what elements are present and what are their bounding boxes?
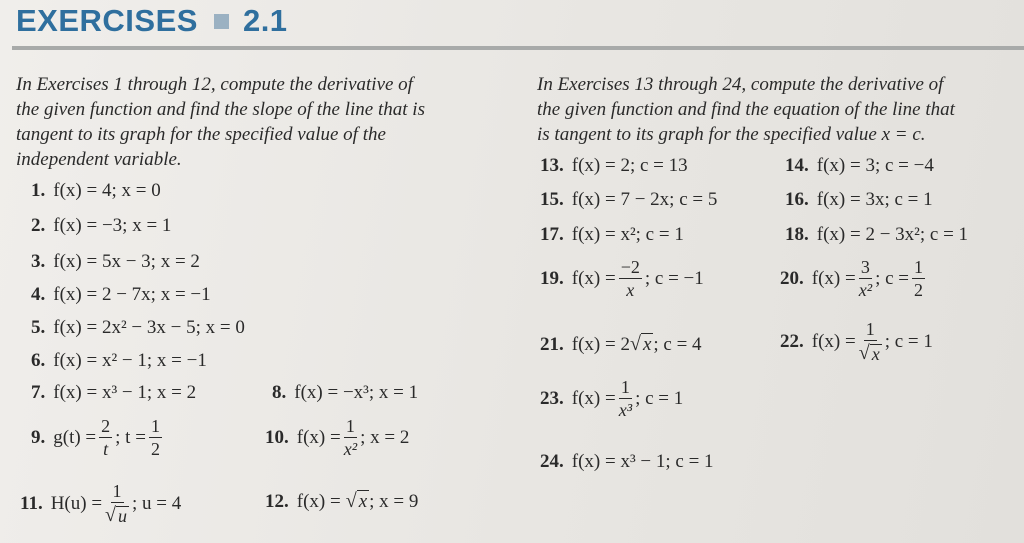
denominator: 2 <box>150 439 160 459</box>
exercise-13 <box>540 155 688 177</box>
exercise-text: f(x) = x² − 1; x = −1 <box>53 350 207 371</box>
exercise-17 <box>540 224 684 246</box>
exercise-10 <box>265 417 409 458</box>
exercise-text: f(x) = 4; x = 0 <box>53 180 161 201</box>
exercise-number: 16. <box>785 189 809 210</box>
instruction-line: is tangent to its graph for the specified value x = c. <box>537 124 926 145</box>
exercise-number: 19. <box>540 267 564 289</box>
section-number: 2.1 <box>242 3 288 38</box>
square-root <box>630 333 653 356</box>
header-rule <box>12 46 1024 50</box>
denominator: t <box>103 439 109 459</box>
square-root <box>346 490 369 513</box>
exercise-text: ; u = 4 <box>132 492 182 514</box>
exercise-1 <box>31 180 161 202</box>
exercise-24 <box>540 451 714 473</box>
radicand: x <box>642 334 652 355</box>
exercise-text: f(x) = 2x² − 3x − 5; x = 0 <box>53 317 245 338</box>
exercise-number: 10. <box>265 426 289 448</box>
exercise-15 <box>540 189 717 211</box>
exercise-number: 5. <box>31 317 46 338</box>
exercise-7 <box>31 382 196 404</box>
exercise-number: 20. <box>780 267 804 289</box>
exercise-text: f(x) = 5x − 3; x = 2 <box>53 251 200 272</box>
exercise-22 <box>780 320 933 363</box>
exercise-text: ; x = 2 <box>360 426 410 448</box>
exercise-number: 11. <box>20 492 43 514</box>
exercise-14 <box>785 155 934 177</box>
instruction-line: independent variable. <box>16 149 182 170</box>
instruction-line: tangent to its graph for the specified value of the <box>16 124 386 145</box>
denominator: x² <box>858 280 873 300</box>
exercise-text: f(x) = 2 <box>571 333 630 355</box>
denominator: x³ <box>618 400 633 420</box>
denominator: 2 <box>914 280 924 300</box>
exercise-number: 2. <box>31 215 46 236</box>
exercise-text: f(x) = <box>811 330 856 352</box>
exercise-text: f(x) = 2 − 7x; x = −1 <box>53 284 211 305</box>
denominator: x <box>626 280 635 300</box>
fraction <box>859 258 872 299</box>
exercise-number: 1. <box>31 180 46 201</box>
exercise-number: 3. <box>31 251 46 272</box>
exercise-20 <box>780 258 928 299</box>
exercise-text: ; c = 1 <box>884 330 933 352</box>
fraction <box>859 320 882 363</box>
exercise-19 <box>540 258 704 299</box>
fraction <box>99 417 112 458</box>
exercise-text: ; t = <box>115 426 146 448</box>
exercise-text: ; c = 4 <box>653 333 702 355</box>
exercise-text: f(x) = −3; x = 1 <box>53 215 172 236</box>
exercise-5 <box>31 317 245 339</box>
exercise-23 <box>540 378 683 419</box>
exercise-6 <box>31 350 207 372</box>
numerator: 1 <box>345 416 355 436</box>
exercise-text: f(x) = 3x; c = 1 <box>816 189 933 210</box>
exercise-text: f(x) = x³ − 1; x = 2 <box>53 382 197 403</box>
exercise-3 <box>31 251 200 273</box>
exercise-number: 15. <box>540 189 564 210</box>
exercise-text: ; c = <box>875 267 910 289</box>
radical-icon: √ <box>345 490 357 512</box>
sqrt-denominator <box>859 341 882 363</box>
left-instructions <box>16 72 425 172</box>
exercise-text: f(x) = <box>571 387 616 409</box>
instruction-line: the given function and find the slope of the line that is <box>16 99 425 120</box>
radical-icon: √ <box>629 333 641 355</box>
exercise-text: f(x) = <box>571 267 616 289</box>
numerator: 1 <box>914 257 924 277</box>
exercise-text: f(x) = 7 − 2x; c = 5 <box>571 189 718 210</box>
exercise-9 <box>31 417 165 458</box>
numerator: 2 <box>101 416 111 436</box>
denominator: x² <box>343 439 358 459</box>
instruction-line: the given function and find the equation of the line that <box>537 99 955 120</box>
exercise-number: 23. <box>540 387 564 409</box>
exercise-number: 14. <box>785 155 809 176</box>
exercise-21 <box>540 333 702 356</box>
exercise-text: f(x) = 2 − 3x²; c = 1 <box>816 224 969 245</box>
instruction-line: In Exercises 1 through 12, compute the derivative of <box>16 74 413 95</box>
exercise-text: ; c = −1 <box>644 267 704 289</box>
numerator: 3 <box>860 257 870 277</box>
exercise-text: ; c = 1 <box>635 387 684 409</box>
radical-icon: √ <box>105 504 117 526</box>
exercise-number: 13. <box>540 155 564 176</box>
numerator: 1 <box>150 416 160 436</box>
exercise-12 <box>265 490 418 513</box>
exercise-16 <box>785 189 933 211</box>
exercise-number: 9. <box>31 426 46 448</box>
exercise-number: 4. <box>31 284 46 305</box>
fraction <box>912 258 925 299</box>
section-heading <box>16 3 288 39</box>
exercise-8 <box>272 382 418 404</box>
radicand: x <box>358 491 368 512</box>
exercise-text: H(u) = <box>50 492 103 514</box>
exercise-text: g(t) = <box>53 426 97 448</box>
exercise-text: f(x) = <box>296 426 341 448</box>
exercise-11 <box>20 482 181 525</box>
exercise-text: f(x) = −x³; x = 1 <box>294 382 419 403</box>
fraction <box>619 258 642 299</box>
radicand: u <box>118 506 128 526</box>
fraction <box>105 482 129 525</box>
numerator: 1 <box>865 319 875 339</box>
exercise-number: 18. <box>785 224 809 245</box>
square-bullet-icon <box>214 14 229 29</box>
fraction <box>344 417 357 458</box>
numerator: 1 <box>620 377 630 397</box>
exercise-18 <box>785 224 968 246</box>
fraction <box>619 378 632 419</box>
exercise-2 <box>31 215 171 237</box>
radical-icon: √ <box>858 342 870 364</box>
exercise-number: 6. <box>31 350 46 371</box>
exercise-number: 8. <box>272 382 287 403</box>
fraction <box>149 417 162 458</box>
section-label: EXERCISES <box>16 3 198 38</box>
exercise-text: f(x) = <box>296 490 341 512</box>
exercise-text: f(x) = x³ − 1; c = 1 <box>571 451 714 472</box>
exercise-text: f(x) = 3; c = −4 <box>816 155 934 176</box>
exercise-number: 17. <box>540 224 564 245</box>
exercise-text: f(x) = <box>811 267 856 289</box>
instruction-line: In Exercises 13 through 24, compute the derivative of <box>537 74 944 95</box>
exercise-number: 21. <box>540 333 564 355</box>
sqrt-denominator <box>105 503 129 525</box>
right-instructions <box>537 72 955 147</box>
radicand: x <box>871 344 880 364</box>
exercise-number: 12. <box>265 490 289 512</box>
numerator: 1 <box>112 481 122 501</box>
exercise-text: ; x = 9 <box>369 490 419 512</box>
exercise-text: f(x) = x²; c = 1 <box>571 224 684 245</box>
exercise-text: f(x) = 2; c = 13 <box>571 155 688 176</box>
numerator: −2 <box>620 257 640 277</box>
exercise-number: 22. <box>780 330 804 352</box>
exercise-number: 24. <box>540 451 564 472</box>
exercise-4 <box>31 284 211 306</box>
exercise-number: 7. <box>31 382 46 403</box>
